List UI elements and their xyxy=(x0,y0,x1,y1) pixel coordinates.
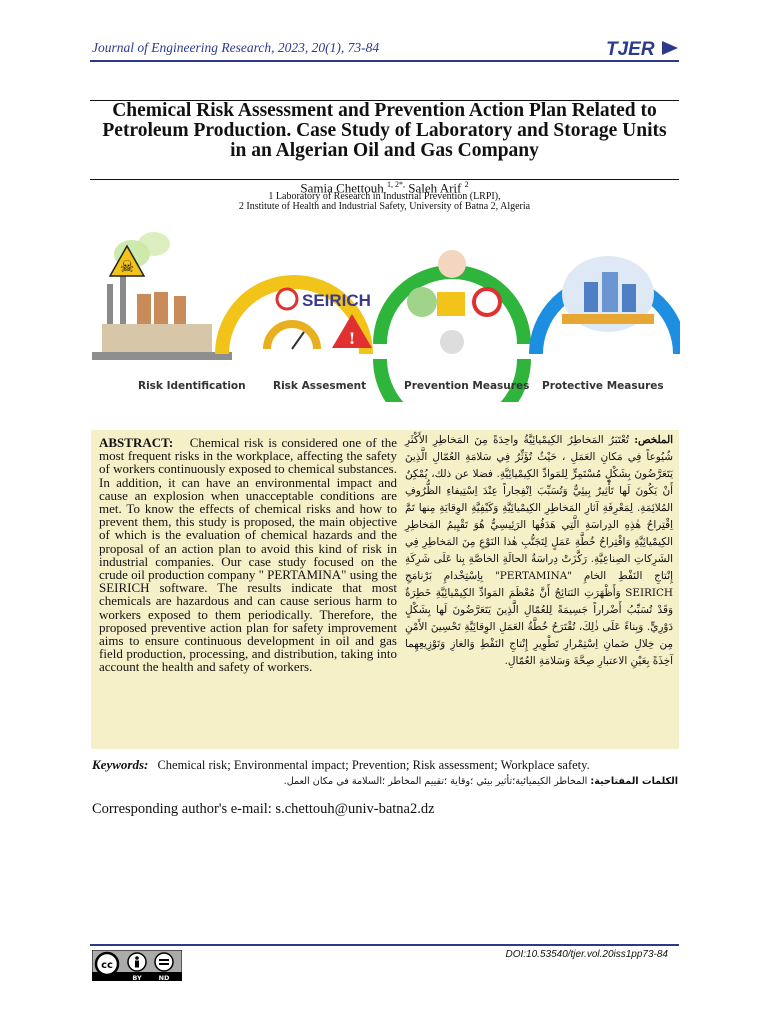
keywords-arabic-text: المخاطر الكيميائية؛تأثير بيئي ؛وقاية ؛تقييم المخاطر ؛السلامة في مكان العمل. xyxy=(283,776,588,787)
abstract-english xyxy=(99,436,397,674)
abstract-label: ABSTRACT: xyxy=(99,435,174,450)
corresponding-email: Corresponding author's e-mail: s.chettouh@univ-batna2.dz xyxy=(92,801,435,817)
affiliation-2: 2 Institute of Health and Industrial Safety, University of Batna 2, Algeria xyxy=(238,201,531,212)
svg-text:TJER: TJER xyxy=(606,39,655,60)
svg-text:cc: cc xyxy=(101,960,113,971)
keywords-label: Keywords: xyxy=(92,757,149,772)
keywords-arabic-label: الكلمات المفتاحية: xyxy=(590,776,678,787)
keywords-arabic xyxy=(250,776,678,787)
keywords-text: Chemical risk; Environmental impact; Prevention; Risk assessment; Workplace safety. xyxy=(157,758,590,772)
footer-rule xyxy=(90,944,679,946)
nd-icon xyxy=(155,953,173,971)
paper-title: Chemical Risk Assessment and Prevention Action Plan Related to Petroleum Production. Case Study of Laboratory and Storage Units in an Algerian Oil and Gas Company xyxy=(102,100,667,161)
affiliation-1: 1 Laboratory of Research in Industrial Prevention (LRPI), xyxy=(268,191,501,202)
graphic-label-2: Risk Assesment xyxy=(273,380,367,392)
svg-text:!: ! xyxy=(348,329,356,348)
graphical-abstract xyxy=(92,224,680,402)
abstract-text: Chemical risk is considered one of the most frequent risks in the workplace, affecting the safety of workers continuously exposed to chemical substances. In addition, it can have an environmental impact and cause an explosion when unacceptable conditions are met. To know the effects of chemical risks and how to prevent them, this study is proposed, the main objective of which is the evaluation of chemical hazards and the proposal of an action plan to avoid this kind of risk in industrial companies. Our case study focused on the crude oil production company " PERTAMINA" using the SEIRICH software. The results indicate that most chemicals are hazardous and can cause serious harm to workers exposed to them periodically. Therefore, the proposed preventive action plan for safety improvement aims to ensure continuous development in oil and gas field production, processing, and distribution, taking into account the health and safety of workers. xyxy=(99,435,397,675)
abstract-arabic-text: تُعْتَبَرُ المَخاطِرُ الكِيمْيائِيَّةُ واحِدَةً مِنَ المَخاطِرِ الأَكْثَرِ شُيُوعاً فِي مَكانِ العَمَلِ ، حَيْثُ تُؤَثِّرُ فِي سَلامَةِ العُمّالِ الَّذِينَ يَتَعَرَّضُونَ بِشَكْلٍ مُسْتَمِرٍّ لِلمَوادِّ الكِيمْيائِيَّةِ. فضلا عن ذلك، يُمْكِنُ أَنْ يَكُونَ لَها تَأْثِيرٌ بِيئِيٌّ وَتُسَبِّبَ اِنْفِجاراً عِنْدَ اِسْتِيفاءِ الظُّرُوفِ المُلائِمَةِ. لِمَعْرِفَةِ آثارِ المَخاطِرِ الكِيمْيائِيَّةِ وَكَيْفِيَّةِ الوِقايَةِ مِنها تَمَّ اِقْتِراحُ هٰذِهِ الدِراسَةِ الَّتِي هَدَفُها الرَئِيسِيُّ هُوَ تَقْيِيمُ المَخاطِرِ الكِيمْيائِيَّةِ وَاقْتِراحُ خُطَّةِ عَمَلٍ لِتَجَنُّبِ هٰذا النَوْعِ مِنَ المَخاطِرِ فِي الشَرِكاتِ الصِناعِيَّةِ. رَكَّزَتْ دِراسَةُ الحالَةِ الخاصَّةِ بِنا عَلَى شَرِكَةِ إِنْتاجِ النَفْطِ الخامِ "PERTAMINA" بِاِسْتِخْدامِ بَرْنامَجِ SEIRICH وَأَظْهَرَتِ النَتائِجُ أَنَّ مُعْظَمَ المَوادِّ الكِيمْيائِيَّةِ خَطِرَةٌ وَقَدْ تُسَبِّبُ أَضْراراً جَسِيمَةً لِلعُمّالِ الَّذِينَ يَتَعَرَّضُونَ لَها بِشَكْلٍ دَوْرِيٍّ. وَبِناءً عَلَى ذٰلِكَ، تُقْتَرَحُ خُطَّةُ العَمَلِ الوِقائِيَّةِ تَحْسِينَ الأَمْنِ مِن خِلالِ ضَمانِ اِسْتِمْرارِ تَطْوِيرِ إِنْتاجِ النَفْطِ وَالغازِ وَتَوْزِيعِهِما آخِذَةً بِعَيْنِ الاعتبارِ صِحَّةَ وَسَلامَةِ العُمّالِ. xyxy=(405,434,673,667)
svg-text:BY: BY xyxy=(132,974,142,981)
author-superscript: 1, 2*, xyxy=(387,180,406,189)
author-name: Saleh Arif xyxy=(408,180,462,196)
svg-text:☠: ☠ xyxy=(119,257,135,276)
author-superscript: 2 xyxy=(464,180,469,189)
abstract-arabic-label: الملخص: xyxy=(634,434,673,446)
journal-citation: Journal of Engineering Research, 2023, 20(1), 73-84 xyxy=(92,40,380,55)
author-name: Samia Chettouh xyxy=(300,180,384,196)
graphic-label-1: Risk Identification xyxy=(138,380,246,392)
doi: DOI:10.53540/tjer.vol.20iss1pp73-84 xyxy=(505,949,668,960)
svg-text:ND: ND xyxy=(158,974,170,981)
protective-measures-icon xyxy=(562,256,654,332)
keywords xyxy=(92,757,680,773)
graphic-label-4: Protective Measures xyxy=(542,380,664,392)
header-rule xyxy=(90,60,679,62)
cc-license-badge xyxy=(92,950,182,981)
tjer-logo xyxy=(604,36,680,60)
abstract-arabic xyxy=(405,432,673,670)
svg-text:SEIRICH: SEIRICH xyxy=(302,291,371,310)
graphic-label-3: Prevention Measures xyxy=(404,380,530,392)
